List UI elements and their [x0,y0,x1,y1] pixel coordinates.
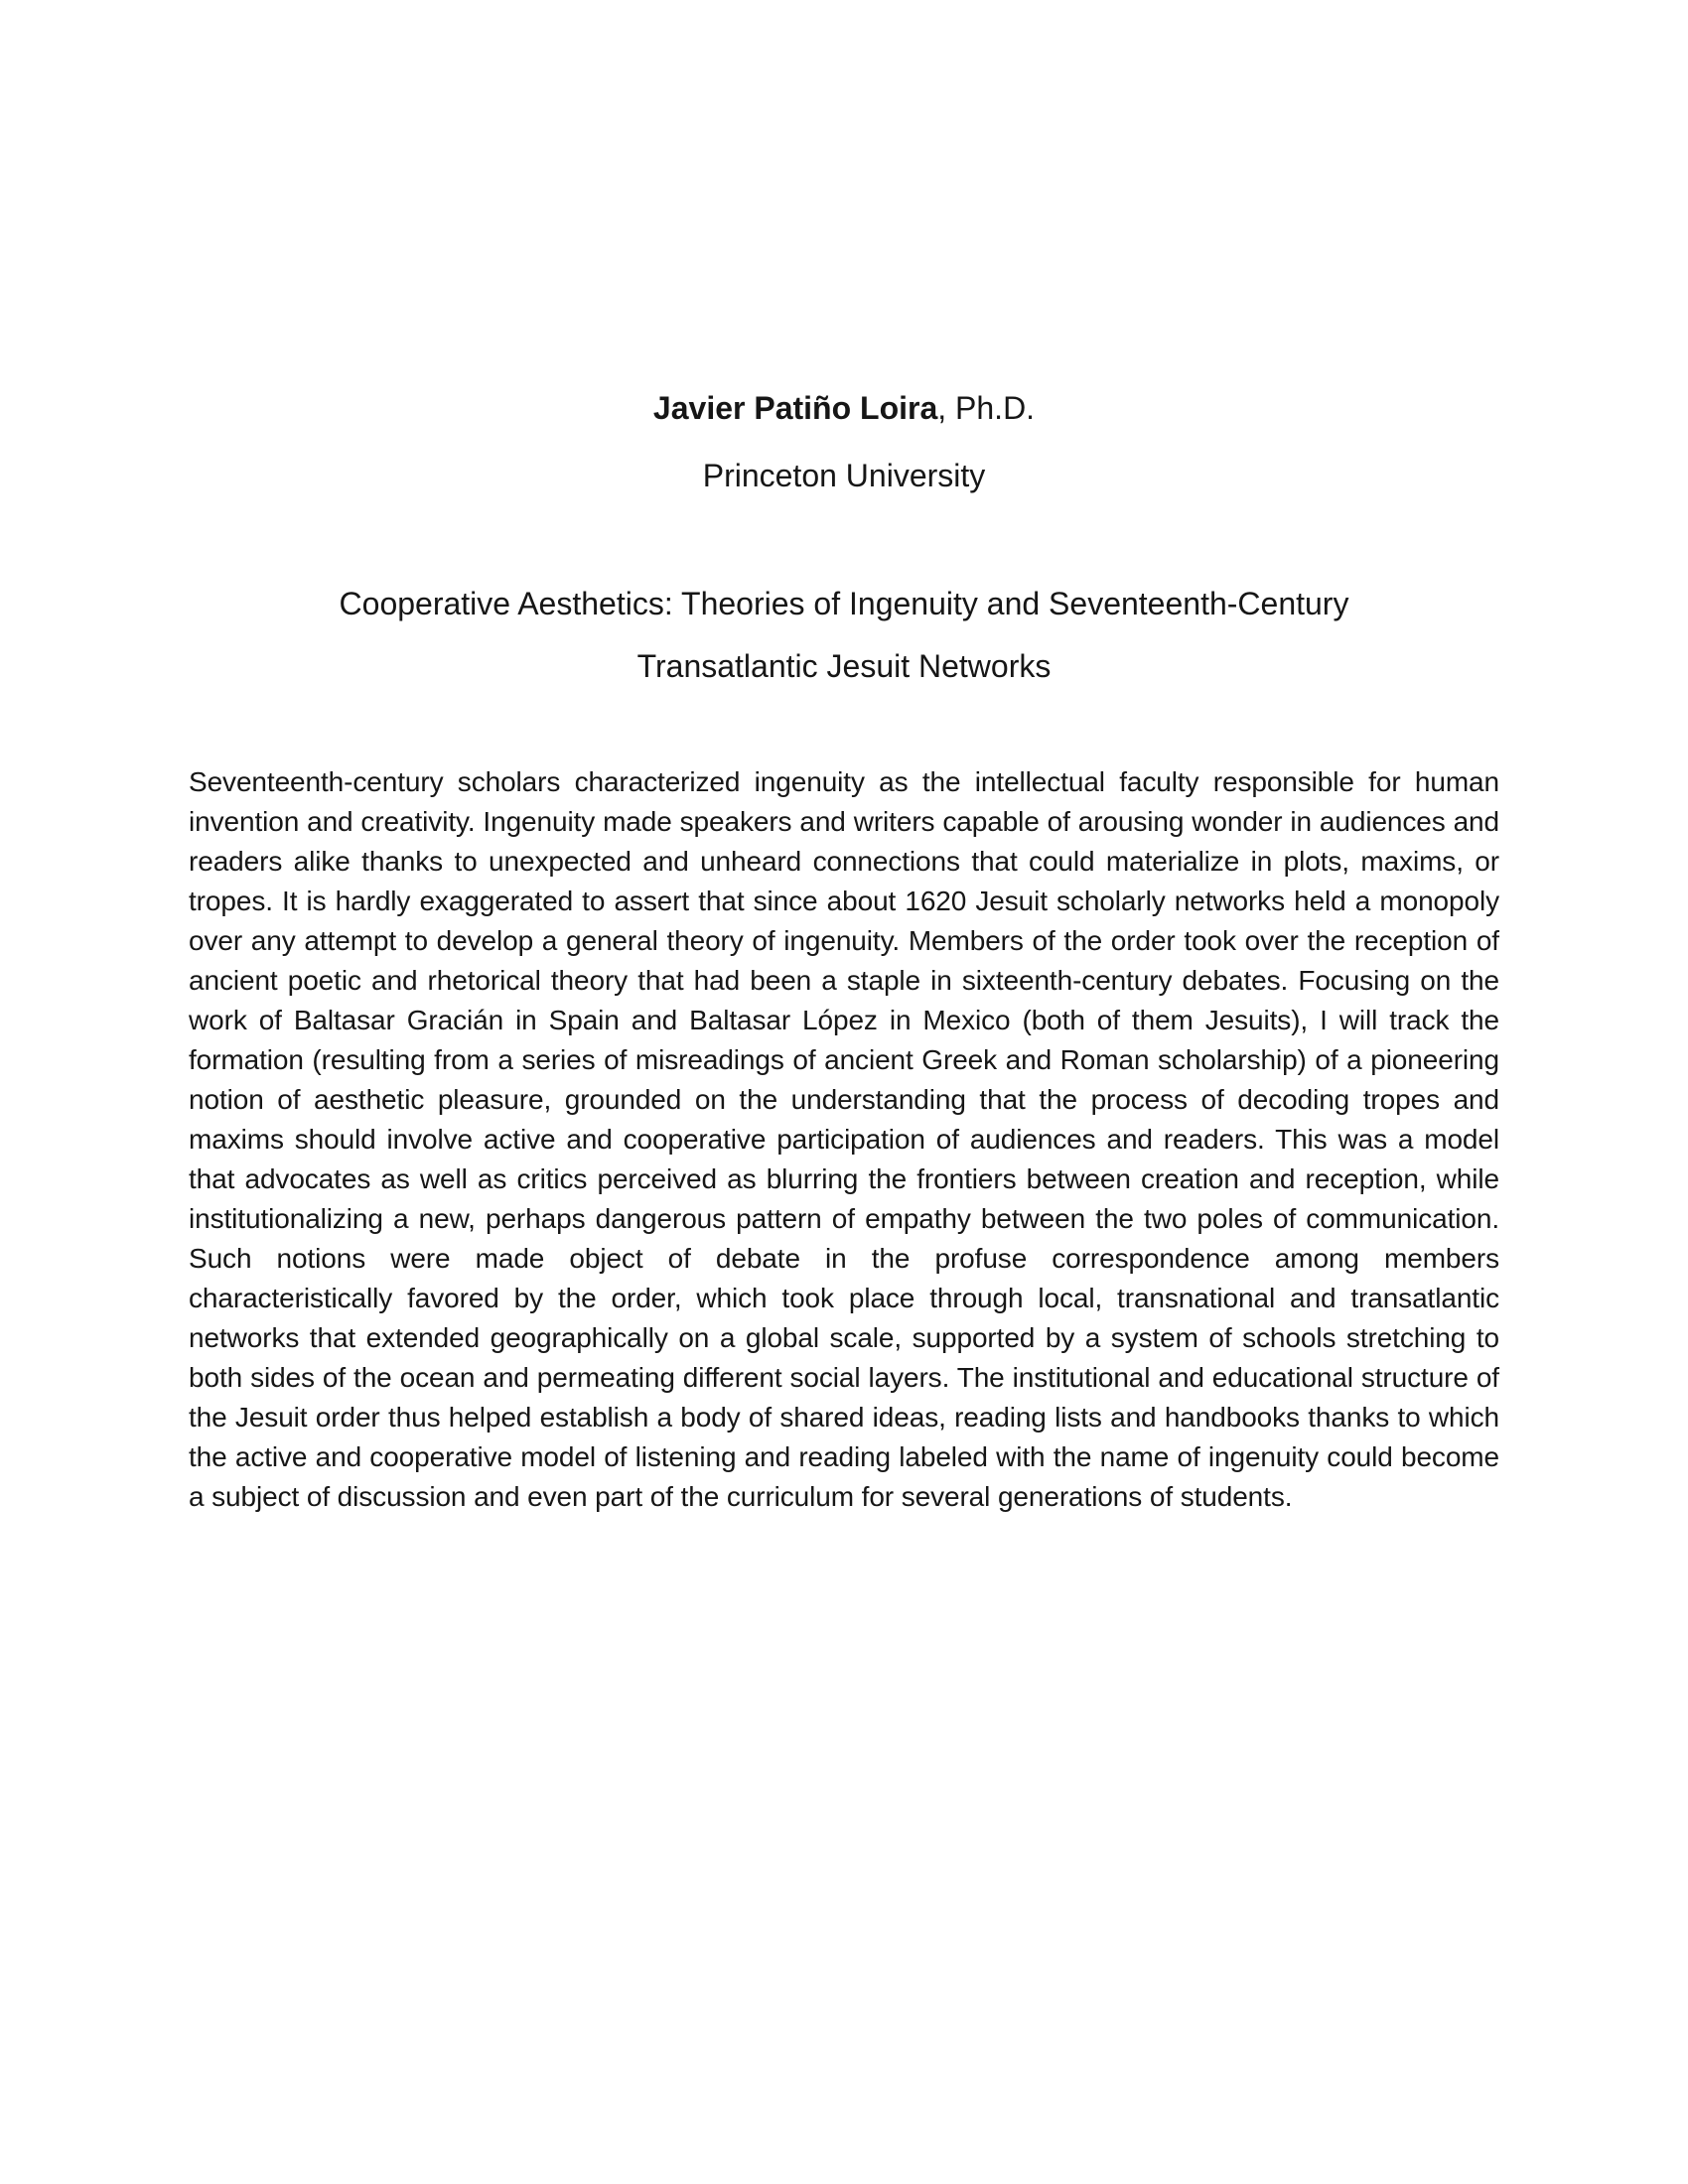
talk-title-line-1: Cooperative Aesthetics: Theories of Ingenuity and Seventeenth-Century [339,586,1349,621]
talk-title-line-2: Transatlantic Jesuit Networks [636,648,1052,684]
abstract-paragraph: Seventeenth-century scholars characterized ingenuity as the intellectual faculty responsible for human invention and creativity. Ingenuity made speakers and writers capable of arousing wonder in audiences and readers alike thanks to unexpected and unheard connections that could materialize in plots, maxims, or tropes. It is hardly exaggerated to assert that since about 1620 Jesuit scholarly networks held a monopoly over any attempt to develop a general theory of ingenuity. Members of the order took over the reception of ancient poetic and rhetorical theory that had been a staple in sixteenth-century debates. Focusing on the work of Baltasar Gracián in Spain and Baltasar López in Mexico (both of them Jesuits), I will track the formation (resulting from a series of misreadings of ancient Greek and Roman scholarship) of a pioneering notion of aesthetic pleasure, grounded on the understanding that the process of decoding tropes and maxims should involve active and cooperative participation of audiences and readers. This was a model that advocates as well as critics perceived as blurring the frontiers between creation and reception, while institutionalizing a new, perhaps dangerous pattern of empathy between the two poles of communication. Such notions were made object of debate in the profuse correspondence among members characteristically favored by the order, which took place through local, transnational and transatlantic networks that extended geographically on a global scale, supported by a system of schools stretching to both sides of the ocean and permeating different social layers. The institutional and educational structure of the Jesuit order thus helped establish a body of shared ideas, reading lists and handbooks thanks to which the active and cooperative model of listening and reading labeled with the name of ingenuity could become a subject of discussion and even part of the curriculum for several generations of students. [189,766,1499,1512]
affiliation: Princeton University [702,458,986,493]
author-line [189,387,1499,429]
author-name: Javier Patiño Loira [652,390,938,426]
author-degree-suffix: , Ph.D. [937,390,1036,426]
